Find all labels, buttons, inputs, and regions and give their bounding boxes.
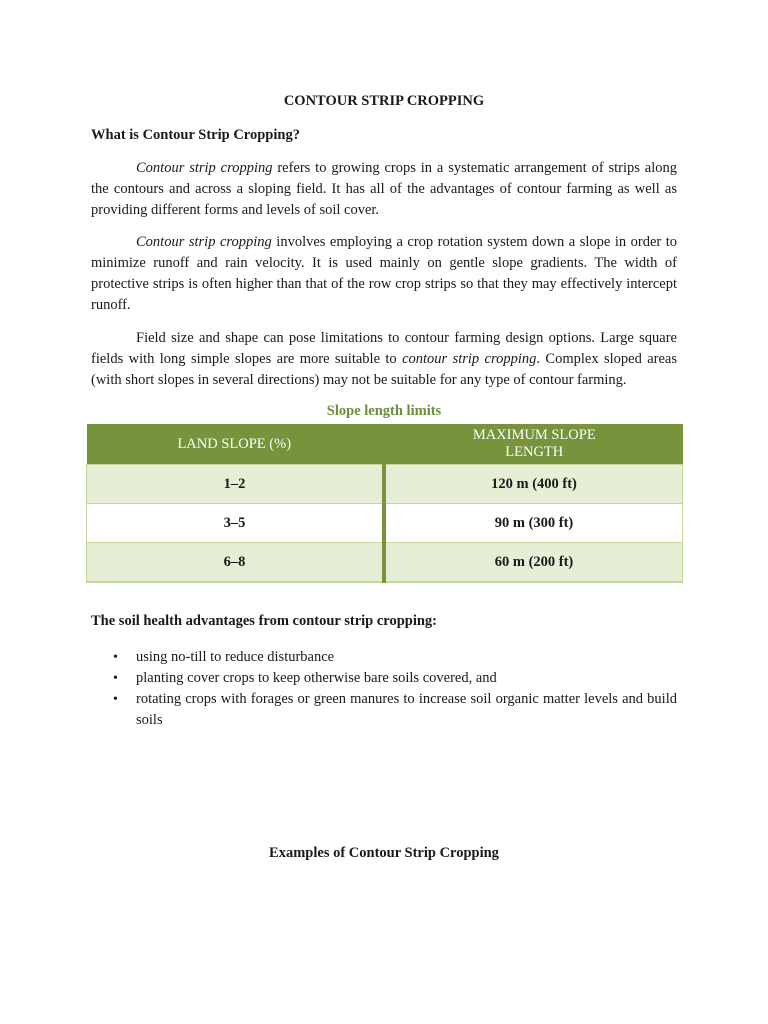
list-item xyxy=(91,668,677,689)
table-row xyxy=(87,504,683,543)
section-heading-examples: Examples of Contour Strip Cropping xyxy=(269,845,499,861)
bullet-icon: • xyxy=(113,692,118,707)
paragraph-text: . Complex sloped areas (with short slopes in several directions) may not be suitable for any type of contour farming. xyxy=(91,351,677,388)
paragraph-text: refers to growing crops in a systematic arrangement of strips along the contours and across a sloping field. It has all of the advantages of contour farming as well as providing different forms and levels of soil cover. xyxy=(91,160,677,218)
section-heading-advantages: The soil health advantages from contour strip cropping: xyxy=(91,613,438,629)
cell-max-length: 60 m (200 ft) xyxy=(384,543,683,583)
slope-length-table xyxy=(86,424,683,583)
table-header-row xyxy=(87,424,683,465)
italic-term: Contour strip cropping xyxy=(136,160,273,176)
paragraph-definition xyxy=(91,158,677,221)
cell-max-length: 120 m (400 ft) xyxy=(384,465,683,504)
header-land-slope: LAND SLOPE (%) xyxy=(87,424,385,465)
list-item-text: using no-till to reduce disturbance xyxy=(136,649,335,665)
paragraph-text: Field size and shape can pose limitations to contour farming design options. Large square fields with long simple slopes are more suitable to xyxy=(91,330,677,367)
paragraph-limitations xyxy=(91,328,677,391)
advantages-list xyxy=(91,647,677,731)
document-title: CONTOUR STRIP CROPPING xyxy=(283,93,485,109)
table-row xyxy=(87,465,683,504)
cell-land-slope: 3–5 xyxy=(87,504,385,543)
list-item-text: rotating crops with forages or green manures to increase soil organic matter levels and build soils xyxy=(136,691,677,728)
list-item xyxy=(91,647,677,668)
paragraph-text: involves employing a crop rotation system down a slope in order to minimize runoff and rain velocity. It is used mainly on gentle slope gradients. The width of protective strips is often higher than that of the row crop strips so that they may effectively intercept runoff. xyxy=(91,234,677,313)
table-caption: Slope length limits xyxy=(326,403,442,419)
cell-land-slope: 6–8 xyxy=(87,543,385,583)
section-heading-what-is: What is Contour Strip Cropping? xyxy=(91,127,300,143)
cell-max-length: 90 m (300 ft) xyxy=(384,504,683,543)
header-max-slope-length xyxy=(384,424,683,465)
bullet-icon: • xyxy=(113,650,118,665)
list-item xyxy=(91,689,677,731)
header-line: LENGTH xyxy=(505,444,564,460)
italic-term: Contour strip cropping xyxy=(136,234,272,250)
cell-land-slope: 1–2 xyxy=(87,465,385,504)
header-line: MAXIMUM SLOPE xyxy=(472,427,596,443)
paragraph-rotation xyxy=(91,232,677,316)
list-item-text: planting cover crops to keep otherwise bare soils covered, and xyxy=(136,670,497,686)
italic-term: contour strip cropping xyxy=(402,351,537,367)
bullet-icon: • xyxy=(113,671,118,686)
table-row xyxy=(87,543,683,583)
